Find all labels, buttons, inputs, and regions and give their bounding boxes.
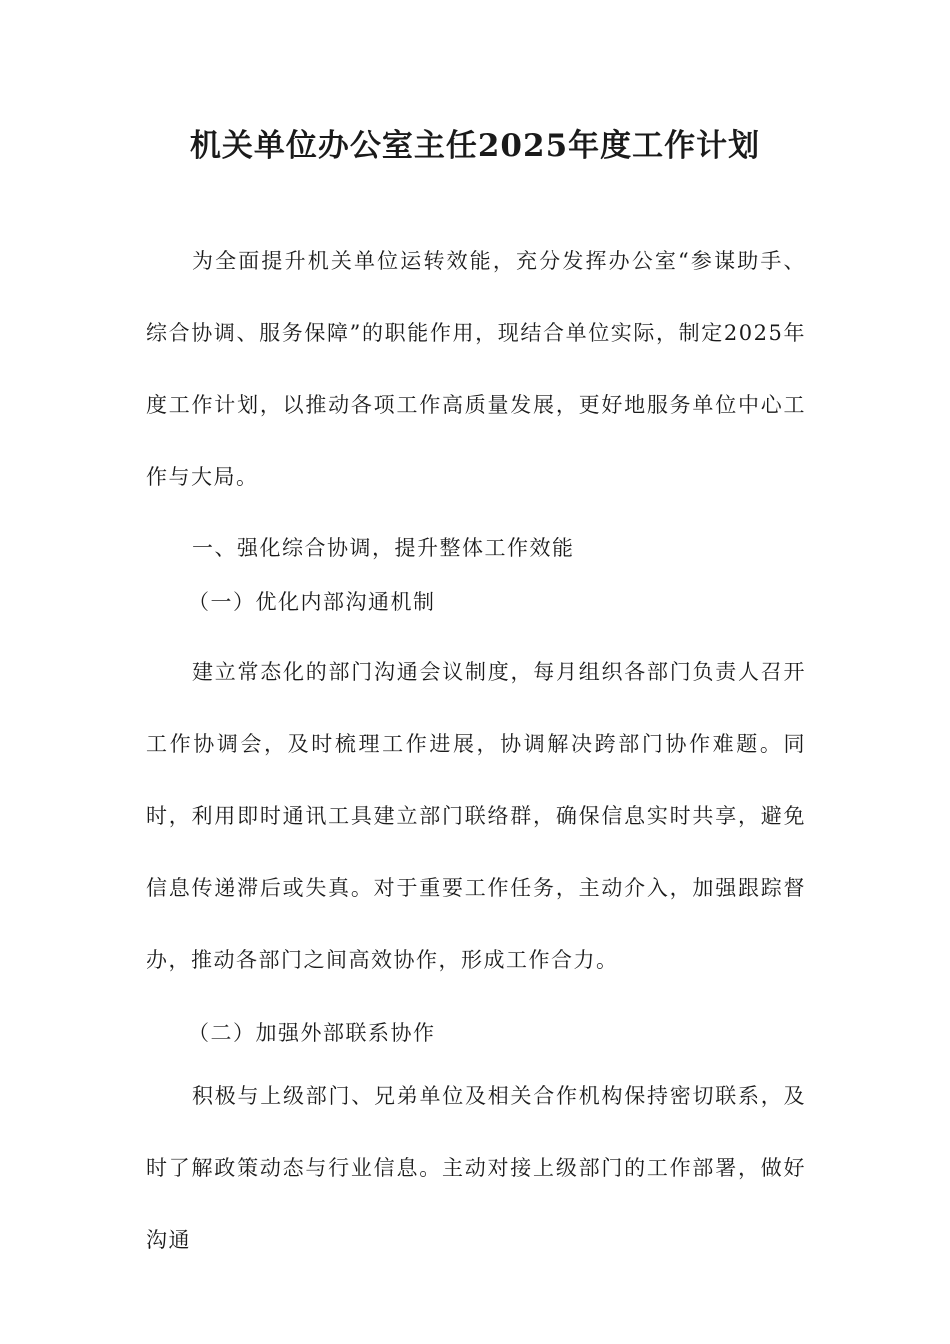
section-heading-1: 一、强化综合协调，提升整体工作效能 — [192, 536, 575, 560]
subsection-heading-1: （一）优化内部沟通机制 — [188, 590, 436, 614]
subsection-2-paragraph: 积极与上级部门、兄弟单位及相关合作机构保持密切联系，及时了解政策动态与行业信息。主动对接上级部门的工作部署，做好沟通 — [146, 1084, 806, 1252]
subsection-heading-2: （二）加强外部联系协作 — [188, 1021, 436, 1045]
document-title: 机关单位办公室主任2025年度工作计划 — [189, 128, 761, 164]
intro-paragraph: 为全面提升机关单位运转效能，充分发挥办公室“参谋助手、综合协调、服务保障”的职能作用，现结合单位实际，制定2025年度工作计划，以推动各项工作高质量发展，更好地服务单位中心工作与大局。 — [146, 249, 806, 489]
subsection-1-paragraph: 建立常态化的部门沟通会议制度，每月组织各部门负责人召开工作协调会，及时梳理工作进展，协调解决跨部门协作难题。同时，利用即时通讯工具建立部门联络群，确保信息实时共享，避免信息传递滞后或失真。对于重要工作任务，主动介入，加强跟踪督办，推动各部门之间高效协作，形成工作合力。 — [146, 660, 806, 972]
